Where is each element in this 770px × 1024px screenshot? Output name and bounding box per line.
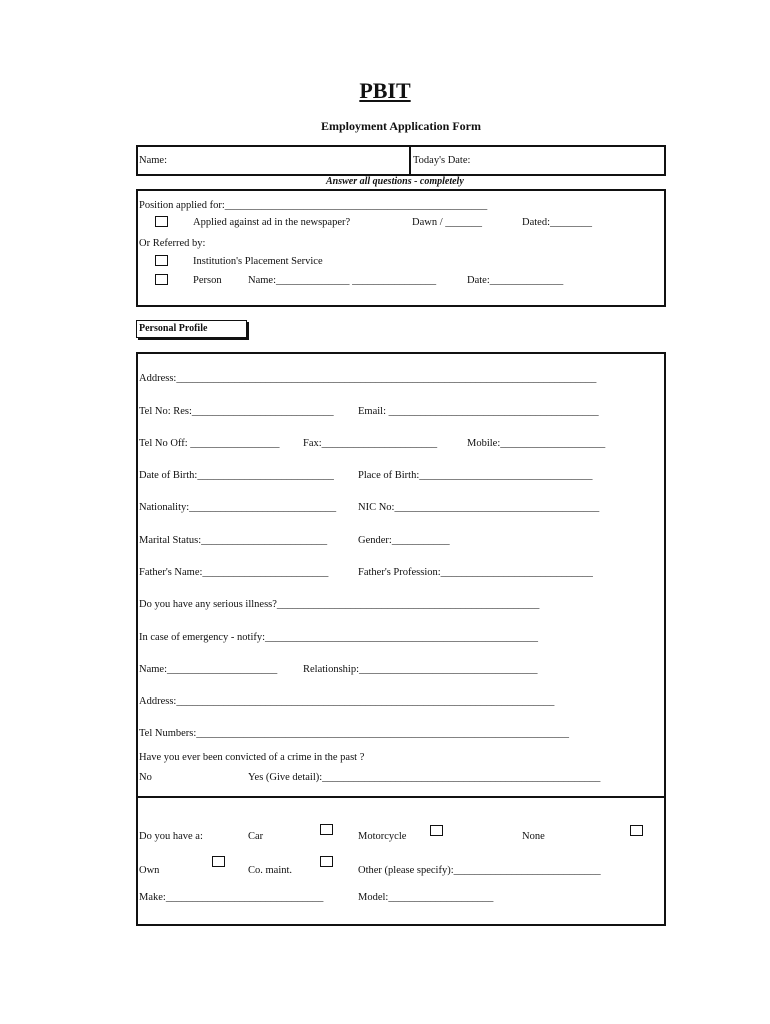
form-title: PBIT	[359, 78, 411, 103]
motorcycle-label: Motorcycle	[358, 831, 407, 842]
mobile-field[interactable]: Mobile:____________________	[467, 438, 606, 449]
convicted-no-option[interactable]: No	[139, 772, 152, 783]
name-label[interactable]: Name:	[139, 155, 167, 166]
nic-field[interactable]: NIC No:_______________________________________	[358, 502, 600, 513]
gender-field[interactable]: Gender:___________	[358, 535, 450, 546]
form-subtitle: Employment Application Form	[320, 119, 481, 133]
father-name-field[interactable]: Father's Name:________________________	[139, 567, 329, 578]
nationality-field[interactable]: Nationality:____________________________	[139, 502, 337, 513]
car-label: Car	[248, 831, 264, 842]
vehicle-question: Do you have a:	[139, 831, 203, 842]
name-date-box	[136, 145, 666, 176]
marital-status-field[interactable]: Marital Status:________________________	[139, 535, 328, 546]
name-date-divider	[409, 145, 411, 176]
person-date-field[interactable]: Date:______________	[467, 275, 564, 286]
convicted-yes-field[interactable]: Yes (Give detail):_____________________________________________________	[248, 772, 601, 783]
none-checkbox[interactable]	[630, 825, 643, 836]
tel-off-field[interactable]: Tel No Off: _________________	[139, 438, 280, 449]
pob-field[interactable]: Place of Birth:_________________________________	[358, 470, 593, 481]
dawn-field[interactable]: Dawn / _______	[412, 217, 482, 228]
institution-label: Institution's Placement Service	[193, 256, 323, 267]
referred-by-label: Or Referred by:	[139, 238, 206, 249]
emergency-field[interactable]: In case of emergency - notify:____________________________________________________	[139, 632, 539, 643]
father-profession-field[interactable]: Father's Profession:_____________________________	[358, 567, 593, 578]
dob-field[interactable]: Date of Birth:__________________________	[139, 470, 334, 481]
illness-field[interactable]: Do you have any serious illness?__________________________________________________	[139, 599, 540, 610]
none-label: None	[522, 831, 545, 842]
person-name-field[interactable]: Name:______________ ________________	[248, 275, 437, 286]
co-maint-label: Co. maint.	[248, 865, 293, 876]
person-label: Person	[193, 275, 222, 286]
emergency-address-field[interactable]: Address:________________________________________________________________________	[139, 696, 555, 707]
make-field[interactable]: Make:______________________________	[139, 892, 324, 903]
email-field[interactable]: Email: ________________________________________	[358, 406, 599, 417]
profile-divider	[136, 796, 666, 798]
instruction-text: Answer all questions - completely	[326, 176, 464, 187]
tel-numbers-field[interactable]: Tel Numbers:_______________________________________________________________________	[139, 728, 570, 739]
institution-checkbox[interactable]	[155, 255, 168, 266]
other-vehicle-field[interactable]: Other (please specify):____________________________	[358, 865, 601, 876]
own-label: Own	[139, 865, 160, 876]
emergency-name-field[interactable]: Name:_____________________	[139, 664, 278, 675]
motorcycle-checkbox[interactable]	[430, 825, 443, 836]
tel-res-field[interactable]: Tel No: Res:___________________________	[139, 406, 334, 417]
newspaper-ad-checkbox[interactable]	[155, 216, 168, 227]
todays-date-label[interactable]: Today's Date:	[413, 155, 471, 166]
dated-field[interactable]: Dated:________	[522, 217, 592, 228]
own-checkbox[interactable]	[212, 856, 225, 867]
car-checkbox[interactable]	[320, 824, 333, 835]
model-field[interactable]: Model:____________________	[358, 892, 494, 903]
co-maint-checkbox[interactable]	[320, 856, 333, 867]
newspaper-ad-label: Applied against ad in the newspaper?	[193, 217, 351, 228]
person-checkbox[interactable]	[155, 274, 168, 285]
personal-profile-heading: Personal Profile	[139, 323, 208, 334]
address-field[interactable]: Address:________________________________________________________________________________	[139, 373, 597, 384]
fax-field[interactable]: Fax:______________________	[303, 438, 438, 449]
relationship-field[interactable]: Relationship:__________________________________	[303, 664, 538, 675]
position-applied-field[interactable]: Position applied for:__________________________________________________	[139, 200, 488, 211]
convicted-question: Have you ever been convicted of a crime in the past ?	[139, 752, 365, 763]
